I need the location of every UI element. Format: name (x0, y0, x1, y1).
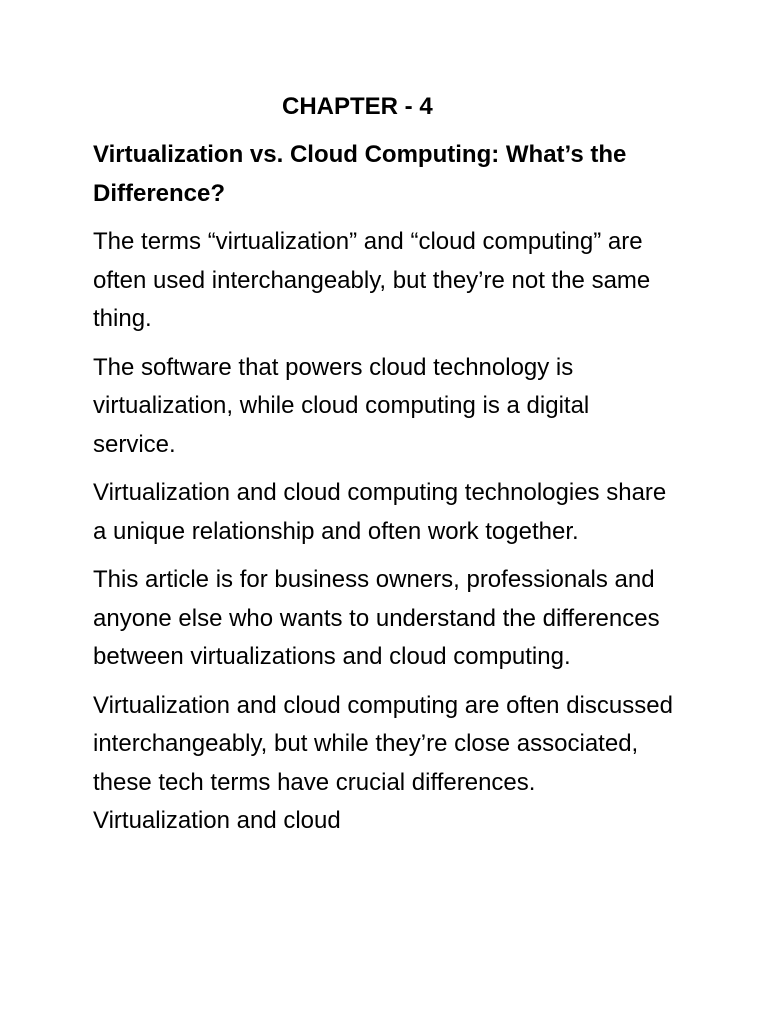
paragraph: Virtualization and cloud computing are often discussed interchangeably, but while they’re close associated, these tech terms have crucial differences. Virtualization and cloud (93, 691, 673, 834)
chapter-title: CHAPTER - 4 (282, 93, 433, 120)
paragraph: This article is for business owners, professionals and anyone else who wants to understand the differences between virtualizations and cloud computing. (93, 566, 660, 670)
paragraph: The terms “virtualization” and “cloud computing” are often used interchangeably, but they’re not the same thing. (93, 228, 651, 332)
paragraph: The software that powers cloud technology is virtualization, while cloud computing is a digital service. (93, 353, 590, 458)
paragraph: Virtualization and cloud computing technologies share a unique relationship and often work together. (93, 479, 667, 545)
document-body (93, 88, 678, 851)
section-heading: Virtualization vs. Cloud Computing: What’s the Difference? (93, 141, 627, 207)
